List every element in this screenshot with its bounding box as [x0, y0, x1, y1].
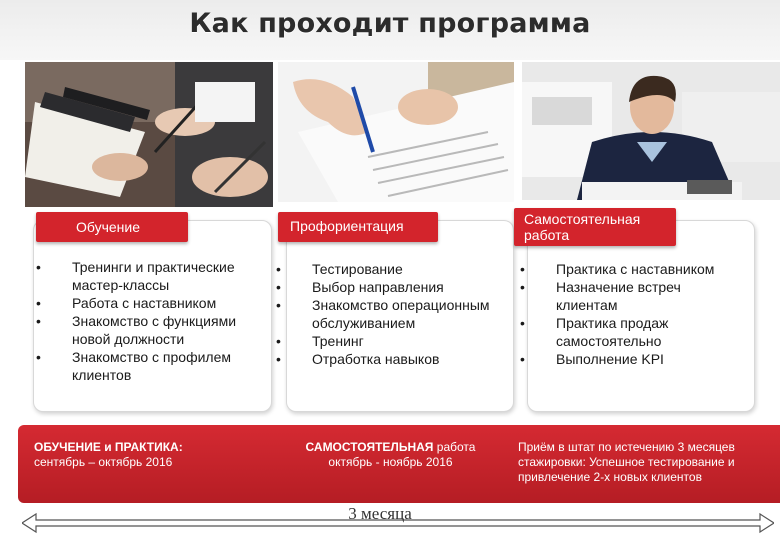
list-item: • Назначение встреч клиентам [556, 278, 746, 314]
list-item: • Знакомство с функциями новой должности [72, 312, 262, 348]
businessman-at-desk-photo [522, 62, 780, 200]
band-col2-title-bold: САМОСТОЯТЕЛЬНАЯ [305, 440, 434, 454]
list-item: • Знакомство с профилем клиентов [72, 348, 262, 384]
list-item: • Выполнение KPI [556, 350, 746, 368]
band-col2 [278, 440, 503, 470]
list-item: • Практика продаж самостоятельно [556, 314, 746, 350]
tag-career-guidance-label: Профориентация [290, 218, 404, 234]
list-item: • Отработка навыков [312, 350, 507, 368]
band-col2-title-rest: работа [436, 440, 476, 454]
list-item: • Тренинг [312, 332, 507, 350]
page-title: Как проходит программа [189, 8, 591, 39]
duration-label: 3 месяца [348, 504, 412, 523]
meeting-notes-photo [25, 62, 273, 207]
band-col2-title [278, 440, 503, 455]
list-item: • Выбор направления [312, 278, 507, 296]
list-item: • Практика с наставником [556, 260, 746, 278]
tag-training [36, 212, 188, 242]
tag-career-guidance [278, 212, 438, 242]
list-item: • Работа с наставником [72, 294, 262, 312]
tag-independent-work-label: Самостоятельная работа [524, 211, 641, 243]
training-list [72, 258, 262, 384]
list-item: • Тестирование [312, 260, 507, 278]
band-col1 [34, 440, 264, 470]
list-item: • Тренинги и практические мастер-классы [72, 258, 262, 294]
list-item: • Знакомство операционным обслуживанием [312, 296, 507, 332]
tag-training-label: Обучение [76, 219, 141, 235]
band-col3-text: Приём в штат по истечению 3 месяцев стажировки: Успешное тестирование и привлечение 2-х новых клиентов [518, 440, 735, 484]
writing-document-photo [278, 62, 514, 202]
band-col2-dates: октябрь - ноябрь 2016 [328, 455, 453, 469]
tag-independent-work [514, 208, 676, 246]
band-col1-dates: сентябрь – октябрь 2016 [34, 455, 173, 469]
band-col1-title: ОБУЧЕНИЕ и ПРАКТИКА: [34, 440, 183, 454]
career-guidance-list [312, 260, 507, 368]
independent-work-list [556, 260, 746, 368]
